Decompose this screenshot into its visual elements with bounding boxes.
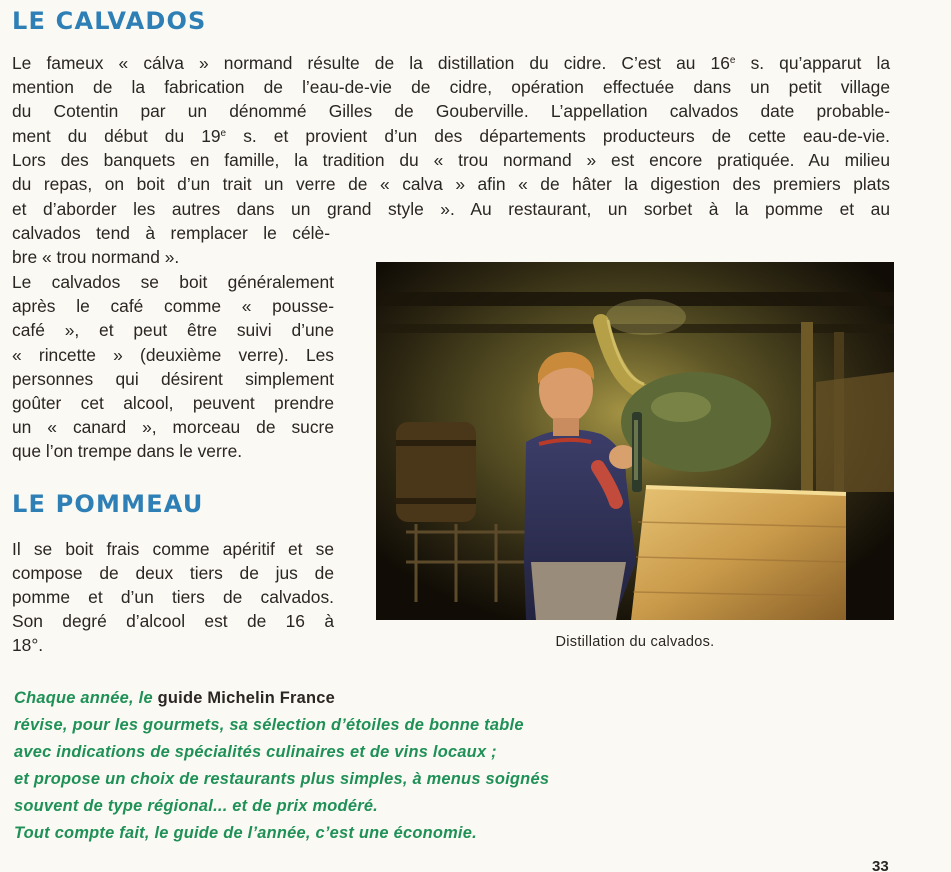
michelin-line-1: Chaque année, le guide Michelin France bbox=[14, 689, 336, 707]
michelin-line-6: Tout compte fait, le guide de l’année, c’est une économie. bbox=[14, 824, 477, 842]
calvados-col-line-6: goûter cet alcool, peuvent prendre bbox=[12, 393, 334, 413]
calvados-line-3: du Cotentin par un dénommé Gilles de Gouberville. L’appellation calvados date probable- bbox=[12, 101, 890, 121]
michelin-line-4: et propose un choix de restaurants plus simples, à menus soignés bbox=[14, 770, 550, 788]
distillation-photo bbox=[376, 262, 894, 620]
page-number: 33 bbox=[872, 858, 889, 872]
calvados-col-line-1: Le calvados se boit généralement bbox=[12, 272, 334, 292]
heading-pommeau: LE POMMEAU bbox=[12, 490, 204, 518]
calvados-line-4: ment du début du 19e s. et provient d’un des départements producteurs de cette eau-de-vie. bbox=[12, 126, 890, 146]
pommeau-line-2: compose de deux tiers de jus de bbox=[12, 563, 334, 583]
pommeau-line-1: Il se boit frais comme apéritif et se bbox=[12, 539, 334, 559]
michelin-line-3: avec indications de spécialités culinaires et de vins locaux ; bbox=[14, 743, 497, 761]
calvados-line-8: calvados tend à remplacer le célè- bbox=[12, 223, 330, 243]
calvados-col-line-8: que l’on trempe dans le verre. bbox=[12, 441, 243, 461]
calvados-line-6: du repas, on boit d’un trait un verre de « calva » afin « de hâter la digestion des premiers plats bbox=[12, 174, 890, 194]
pommeau-line-3: pomme et d’un tiers de calvados. bbox=[12, 587, 334, 607]
calvados-col-line-4: « rincette » (deuxième verre). Les bbox=[12, 345, 334, 365]
calvados-col-line-5: personnes qui désirent simplement bbox=[12, 369, 334, 389]
barrel bbox=[396, 422, 476, 522]
michelin-guide-name: guide Michelin France bbox=[157, 689, 336, 707]
heading-calvados: LE CALVADOS bbox=[12, 7, 207, 35]
calvados-col-line-3: café », et peut être suivi d’une bbox=[12, 320, 334, 340]
photo-caption: Distillation du calvados. bbox=[555, 634, 715, 650]
calvados-line-9: bre « trou normand ». bbox=[12, 247, 180, 267]
pipe-right bbox=[801, 322, 813, 492]
calvados-line-7: et d’aborder les autres dans un grand style ». Au restaurant, un sorbet à la pomme et au bbox=[12, 199, 890, 219]
michelin-line-2: révise, pour les gourmets, sa sélection d’étoiles de bonne table bbox=[14, 716, 524, 734]
calvados-col-line-2: après le café comme « pousse- bbox=[12, 296, 334, 316]
calvados-col-line-7: un « canard », morceau de sucre bbox=[12, 417, 334, 437]
copper-still bbox=[621, 372, 771, 472]
pommeau-line-5: 18°. bbox=[12, 635, 44, 655]
calvados-line-5: Lors des banquets en famille, la tradition du « trou normand » est encore pratiquée. Au milieu bbox=[12, 150, 890, 170]
calvados-line-1: Le fameux « cálva » normand résulte de la distillation du cidre. C’est au 16e s. qu’apparut la bbox=[12, 53, 891, 73]
pommeau-line-4: Son degré d’alcool est de 16 à bbox=[12, 611, 334, 631]
brick-furnace bbox=[631, 487, 846, 620]
calvados-line-2: mention de la fabrication de l’eau-de-vie de cidre, opération effectuée dans un petit village bbox=[12, 77, 890, 97]
michelin-line-5: souvent de type régional... et de prix modéré. bbox=[14, 797, 378, 815]
